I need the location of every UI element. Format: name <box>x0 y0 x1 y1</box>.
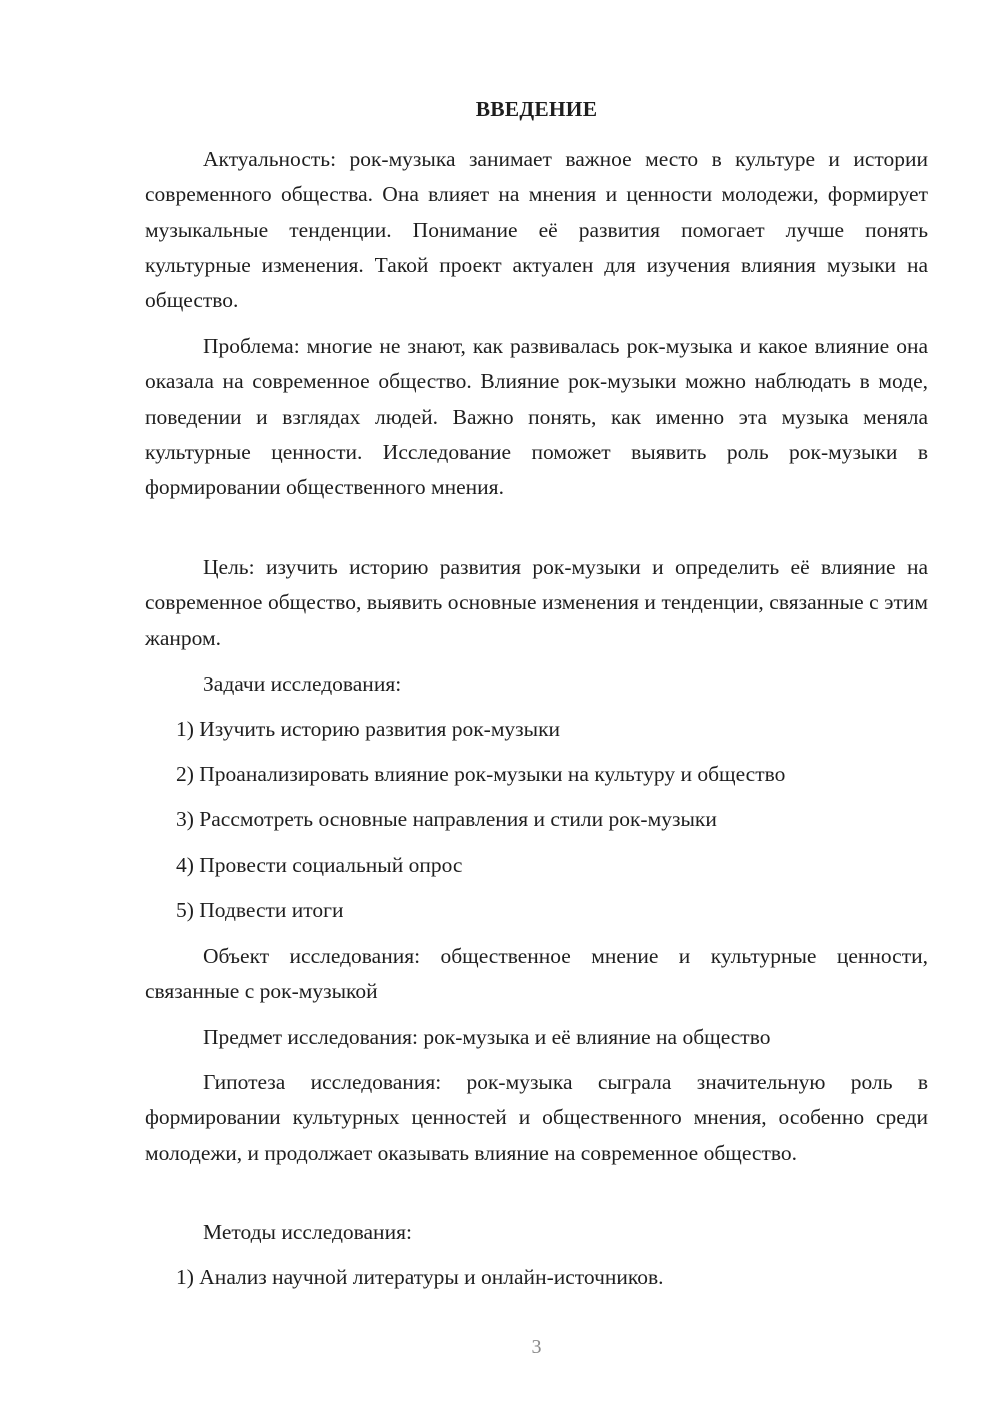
paragraph-object: Объект исследования: общественное мнение и культурные ценности, связанные с рок-музыкой <box>145 944 928 1004</box>
page-title: ВВЕДЕНИЕ <box>475 97 598 121</box>
task-item-2: 2) Проанализировать влияние рок-музыки на культуру и общество <box>176 762 786 786</box>
paragraph-subject: Предмет исследования: рок-музыка и её влияние на общество <box>203 1025 771 1049</box>
page-number: 3 <box>531 1336 542 1358</box>
paragraph-hypothesis: Гипотеза исследования: рок-музыка сыграла значительную роль в формировании культурных ценностей и общественного мнения, особенно среди молодежи, и продолжает оказывать влияние на современное общество. <box>145 1070 928 1165</box>
methods-heading: Методы исследования: <box>203 1220 412 1244</box>
task-item-1: 1) Изучить историю развития рок-музыки <box>176 717 561 741</box>
paragraph-problem: Проблема: многие не знают, как развивалась рок-музыка и какое влияние она оказала на современное общество. Влияние рок-музыки можно наблюдать в моде, поведении и взглядах людей. Важно понять, как именно эта музыка меняла культурные ценности. Исследование поможет выявить роль рок-музыки в формировании общественного мнения. <box>145 334 928 500</box>
method-item-1: 1) Анализ научной литературы и онлайн-источников. <box>176 1265 664 1289</box>
paragraph-relevance: Актуальность: рок-музыка занимает важное место в культуре и истории современного общества. Она влияет на мнения и ценности молодежи, формирует музыкальные тенденции. Понимание её развития помогает лучше понять культурные изменения. Такой проект актуален для изучения влияния музыки на общество. <box>145 147 928 313</box>
tasks-heading: Задачи исследования: <box>203 672 402 696</box>
task-item-3: 3) Рассмотреть основные направления и стили рок-музыки <box>176 807 717 831</box>
paragraph-goal: Цель: изучить историю развития рок-музыки и определить её влияние на современное общество, выявить основные изменения и тенденции, связанные с этим жанром. <box>145 555 928 650</box>
task-item-5: 5) Подвести итоги <box>176 898 344 922</box>
task-item-4: 4) Провести социальный опрос <box>176 853 463 877</box>
